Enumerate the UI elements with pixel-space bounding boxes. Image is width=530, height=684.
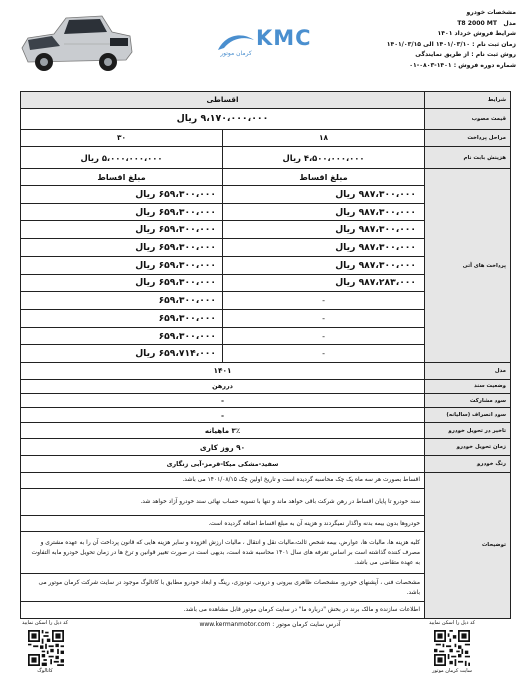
installment-30-5: ۶۵۹،۳۰۰،۰۰۰ ریال — [21, 256, 223, 274]
header-method: روش ثبت نام : از طریق نمایندگی — [415, 51, 516, 59]
value-steps-18: ۱۸ — [223, 129, 425, 147]
row-conditions — [21, 92, 511, 109]
note-item: خودروها بدون بیمه بدنه واگذار نمیگردند و هزینه آن به مبلغ اقساط اضافه گردیده است. — [21, 515, 425, 532]
value-deposit-30: ۵،۰۰۰،۰۰۰،۰۰۰ ریال — [21, 147, 223, 169]
label-partnership: سود مشارکت — [425, 394, 511, 408]
label-delay: تاخیر در تحویل خودرو — [425, 422, 511, 439]
installment-18-10: - — [223, 345, 425, 363]
value-deposit-18: ۴،۵۰۰،۰۰۰،۰۰۰ ریال — [223, 147, 425, 169]
row-delivery — [21, 439, 511, 456]
value-doc: دررهن — [21, 379, 425, 393]
notes-row — [21, 472, 511, 489]
installment-30-6: ۶۵۹،۳۰۰،۰۰۰ ریال — [21, 274, 223, 292]
website-qr-code-icon[interactable] — [434, 630, 470, 666]
label-annual: سود انصراف (سالیانه) — [425, 408, 511, 422]
value-conditions: اقساطی — [21, 92, 425, 109]
value-price: ۹،۱۷۰،۰۰۰،۰۰۰ ریال — [21, 108, 425, 129]
note-item: اطلاعات سازنده و مالک برند در بخش "درباره ما" در سایت کرمان موتور قابل مشاهده می باشد. — [21, 602, 425, 619]
value-delivery: ۹۰ روز کاری — [21, 439, 425, 456]
label-doc: وضعیت سند — [425, 379, 511, 393]
row-steps — [21, 129, 511, 147]
installment-18-9: - — [223, 327, 425, 345]
label-color: رنگ خودرو — [425, 456, 511, 473]
catalog-qr-code-icon[interactable] — [28, 630, 64, 666]
label-delivery: زمان تحویل خودرو — [425, 439, 511, 456]
qr-left-caption: کاتالوگ — [37, 668, 53, 674]
installment-18-7: - — [223, 292, 425, 310]
installment-30-2: ۶۵۹،۳۰۰،۰۰۰ ریال — [21, 203, 223, 221]
installment-18-4: ۹۸۷،۳۰۰،۰۰۰ ریال — [223, 239, 425, 257]
header-model-line — [366, 19, 516, 30]
kmc-logo-fa: کرمان موتور — [220, 50, 252, 57]
installment-30-9: ۶۵۹،۳۰۰،۰۰۰ — [21, 327, 223, 345]
row-deposit — [21, 147, 511, 169]
installment-18-5: ۹۸۷،۳۰۰،۰۰۰ ریال — [223, 256, 425, 274]
qr-left-instruction: کد ذیل را اسکن نمایید — [21, 620, 69, 626]
value-color: سفید-مشکی میکا-قرمز-آبی زنگاری — [21, 456, 425, 473]
kmc-logo-text: KMC — [256, 26, 312, 50]
installment-30-3: ۶۵۹،۳۰۰،۰۰۰ ریال — [21, 221, 223, 239]
installment-30-8: ۶۵۹،۳۰۰،۰۰۰ — [21, 309, 223, 327]
sales-conditions-table — [20, 91, 511, 619]
installment-30-7: ۶۵۹،۳۰۰،۰۰۰ — [21, 292, 223, 310]
installment-18-6: ۹۸۷،۲۸۳،۰۰۰ ریال — [223, 274, 425, 292]
qr-right-caption: سایت کرمان موتور — [432, 668, 472, 674]
note-item: سند خودرو تا پایان اقساط در رهن شرکت باقی خواهد ماند و تنها با تسویه حساب نهائی سند خودرو آزاد خواهد شد. — [21, 489, 425, 516]
label-conditions: شرایط — [425, 92, 511, 109]
row-color — [21, 456, 511, 473]
label-deposit: هزینش بابت نام — [425, 147, 511, 169]
header-conditions: شرایط فروش خرداد ۱۴۰۱ — [437, 30, 516, 38]
row-partnership — [21, 394, 511, 408]
header-registration: زمان ثبت نام : ۱۴۰۱/۰۳/۱۰ الی ۱۴۰۱/۰۳/۱۵ — [386, 40, 516, 48]
value-model: ۱۴۰۱ — [21, 363, 425, 380]
header-model-label: مدل — [503, 19, 516, 27]
installment-30-1: ۶۵۹،۳۰۰،۰۰۰ ریال — [21, 186, 223, 204]
note-item: مشخصات فنی ، آپشنهای خودرو، مشخصات ظاهری بیرونی و درونی، تودوزی، رینگ و ابعاد خودرو مطابق با کاتالوگ موجود در سایت شرکت کرمان موتور می باشد. — [21, 574, 425, 602]
value-annual: - — [21, 408, 425, 422]
page-header — [0, 0, 530, 90]
header-info — [366, 8, 516, 72]
row-delay — [21, 422, 511, 439]
installment-18-8: - — [223, 309, 425, 327]
row-model — [21, 363, 511, 380]
note-item: کلیه هزینه ها، مالیات ها، عوارض، بیمه شخص ثالث،مالیات نقل و انتقال ، مالیات ارزش افزوده و سایر هزینه هایی که قانون پرداخت آن را به عهده مشتری و مصرف کننده گذاشته است بر اساس تعرفه های سال ۱۴۰۱ محاسبه شده است، بدیهی است در صورت تغییر قوانین و ترخ ها در زمان تحویل خودرو مابه التفاوت به عهده متقاضی می باشد. — [21, 532, 425, 574]
installment-30-4: ۶۵۹،۳۰۰،۰۰۰ ریال — [21, 239, 223, 257]
installment-header-30: مبلغ اقساط — [21, 169, 223, 186]
label-price: قیمت مصوب — [425, 108, 511, 129]
kmc-logo — [216, 20, 334, 60]
note-item: اقساط بصورت هر سه ماه یک چک محاسبه گردیده است و تاریخ اولین چک ۱۴۰۱/۰۸/۱۵ می باشد. — [21, 472, 425, 489]
header-model: T8 2000 MT — [457, 19, 498, 27]
row-installment-header — [21, 169, 511, 186]
row-doc — [21, 379, 511, 393]
pickup-truck-image — [14, 4, 136, 78]
header-title: مشخصات خودرو — [466, 9, 516, 16]
label-steps: مراحل پرداخت — [425, 129, 511, 147]
qr-right-instruction: کد ذیل را اسکن نمایید — [428, 620, 476, 626]
row-price — [21, 108, 511, 129]
label-model: مدل — [425, 363, 511, 380]
header-sale-number: شماره دوره فروش : ۱۴۰۱-۰۸۰۳-۰۱ — [409, 61, 516, 69]
installment-18-1: ۹۸۷،۳۰۰،۰۰۰ ریال — [223, 186, 425, 204]
page-footer — [0, 620, 530, 684]
value-partnership: - — [21, 394, 425, 408]
website-address[interactable]: آدرس سایت کرمان موتور : www.kermanmotor.com — [199, 621, 341, 628]
value-steps-30: ۳۰ — [21, 129, 223, 147]
installment-header-18: مبلغ اقساط — [223, 169, 425, 186]
value-delay: ۳٪ ماهیانه — [21, 422, 425, 439]
installment-18-2: ۹۸۷،۳۰۰،۰۰۰ ریال — [223, 203, 425, 221]
installment-30-10: ۶۵۹،۷۱۴،۰۰۰ ریال — [21, 345, 223, 363]
installment-18-3: ۹۸۷،۳۰۰،۰۰۰ ریال — [223, 221, 425, 239]
row-annual — [21, 408, 511, 422]
label-notes: توضیحات — [425, 472, 511, 618]
label-future-payments: پرداخت های آتی — [425, 169, 511, 363]
